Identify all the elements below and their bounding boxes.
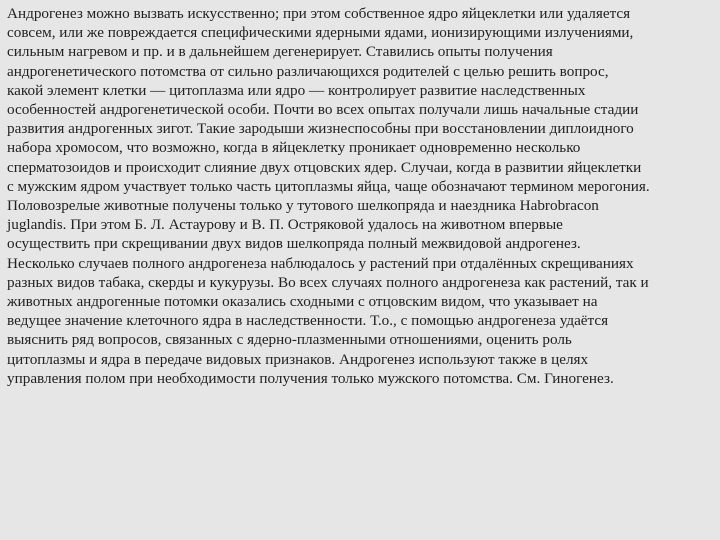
text-line: животных андрогенные потомки оказались сходными с отцовским видом, что указывает на	[7, 293, 598, 311]
text-line: разных видов табака, скерды и кукурузы. Во всех случаях полного андрогенеза как растений, так и	[7, 273, 649, 291]
text-line: Андрогенез можно вызвать искусственно; при этом собственное ядро яйцеклетки или удаляется	[7, 5, 631, 22]
text-line: управления полом при необходимости получения только мужского потомства. См. Гиногенез.	[7, 369, 614, 387]
article-text	[7, 4, 707, 388]
text-line: Несколько случаев полного андрогенеза наблюдалось у растений при отдалённых скрещиваниях	[7, 254, 634, 272]
text-line: сперматозоидов и происходит слияние двух отцовских ядер. Случаи, когда в развитии яйцеклетки	[7, 158, 642, 176]
text-line: с мужским ядром участвует только часть цитоплазмы яйца, чаще обозначают термином мерогония.	[7, 177, 650, 195]
text-line: сильным нагревом и пр. и в дальнейшем дегенерирует. Ставились опыты получения	[7, 43, 553, 61]
text-line: цитоплазмы и ядра в передаче видовых признаков. Андрогенез используют также в целях	[7, 350, 589, 368]
text-line: совсем, или же повреждается специфическими ядерными ядами, ионизирующими излучениями,	[7, 24, 634, 42]
text-line: осуществить при скрещивании двух видов шелкопряда полный межвидовой андрогенез.	[7, 235, 581, 253]
text-line: ведущее значение клеточного ядра в наследственности. Т.о., с помощью андрогенеза удаётся	[7, 312, 609, 330]
text-line: какой элемент клетки — цитоплазма или ядро — контролирует развитие наследственных	[7, 81, 586, 99]
text-line: juglandis. При этом Б. Л. Астаурову и В. П. Остряковой удалось на животном впервые	[7, 216, 563, 234]
text-line: Половозрелые животные получены только у тутового шелкопряда и наездника Habrobracon	[7, 197, 599, 215]
text-line: развития андрогенных зигот. Такие зародыши жизнеспособны при восстановлении диплоидного	[7, 120, 634, 138]
text-line: набора хромосом, что возможно, когда в яйцеклетку проникает одновременно несколько	[7, 139, 581, 157]
text-line: особенностей андрогенетической особи. Почти во всех опытах получали лишь начальные стадии	[7, 101, 639, 119]
text-line: выяснить ряд вопросов, связанных с ядерно-плазменными отношениями, оценить роль	[7, 331, 572, 349]
text-line: андрогенетического потомства от сильно различающихся родителей с целью решить вопрос,	[7, 62, 609, 80]
